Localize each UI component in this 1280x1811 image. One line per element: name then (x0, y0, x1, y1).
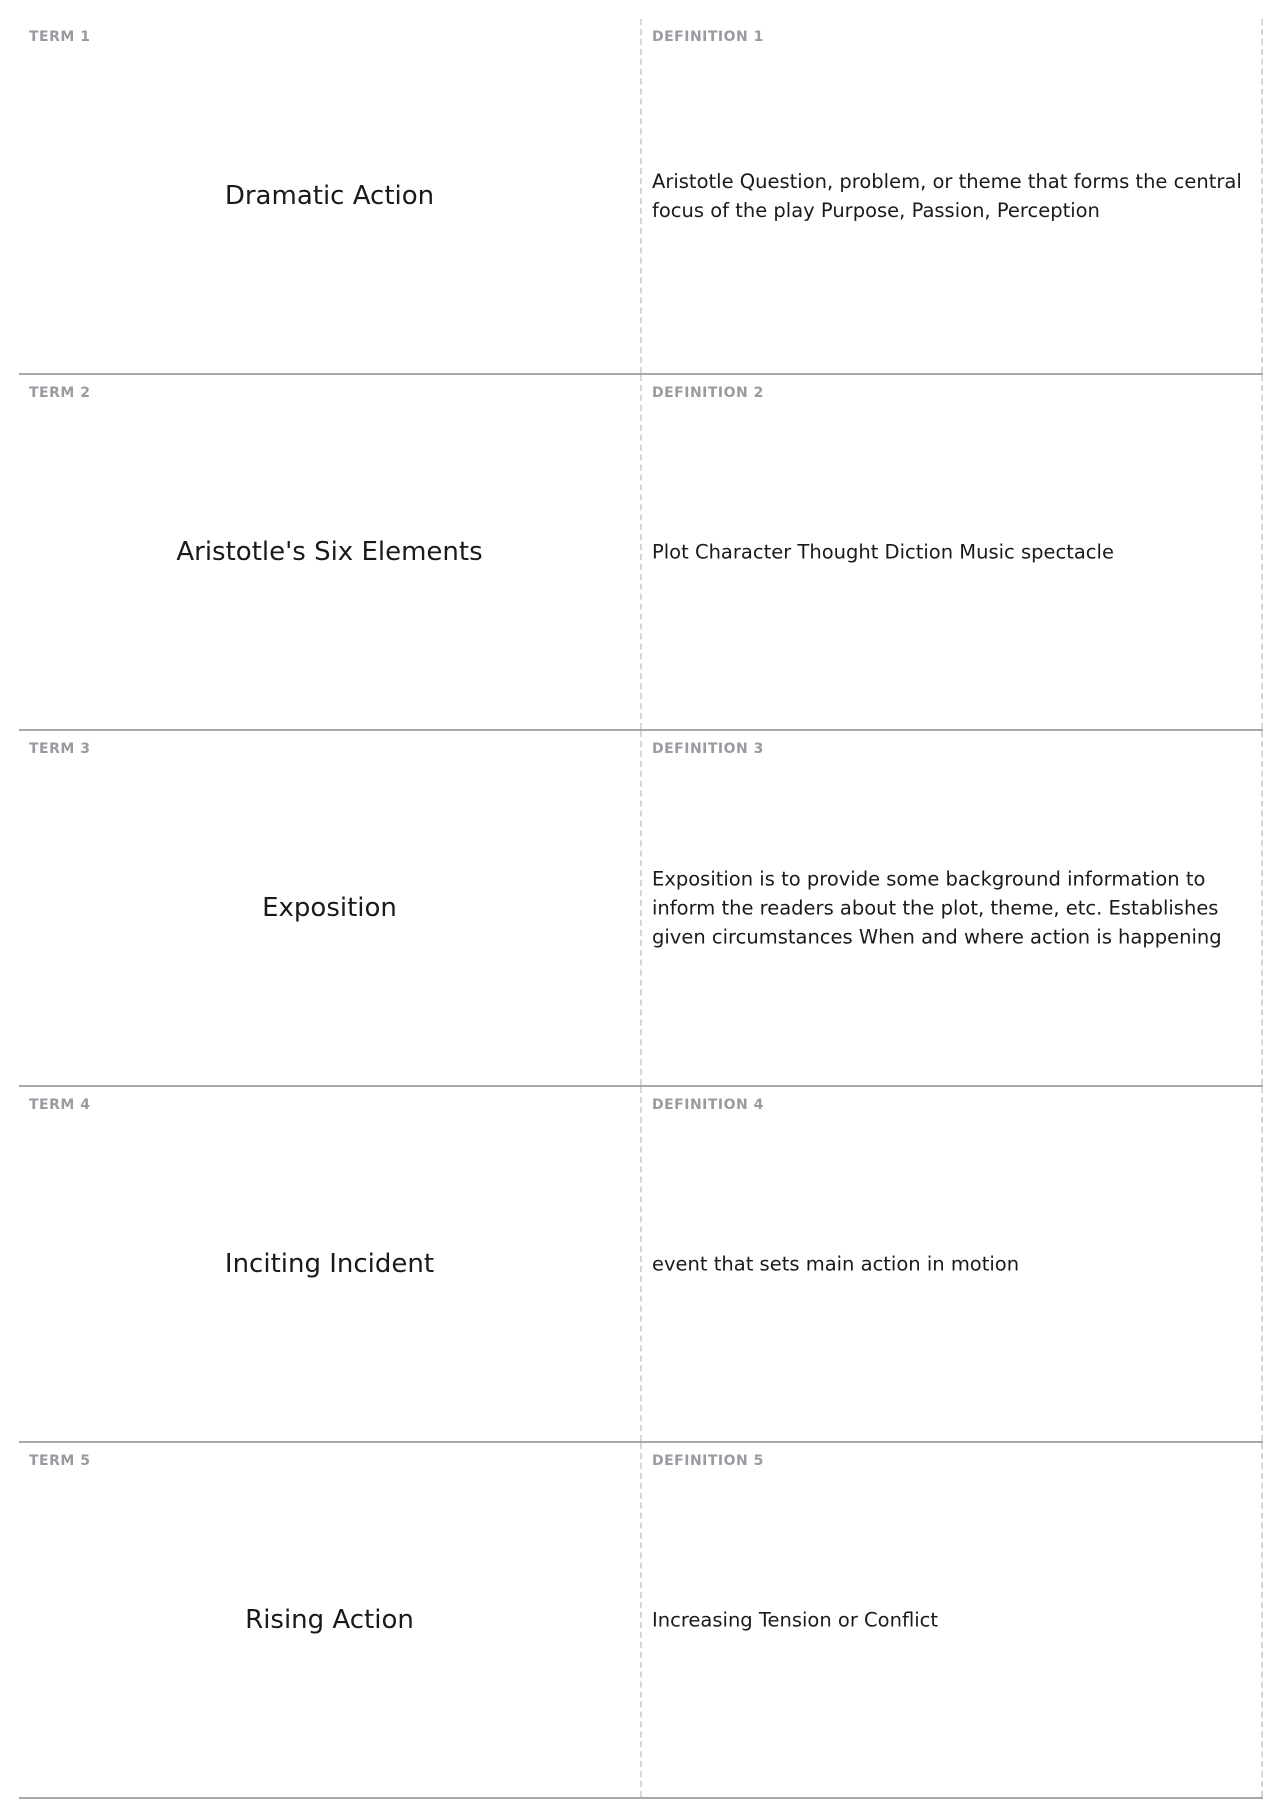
flashcard-row (19, 375, 1263, 731)
flashcard-sheet (19, 19, 1263, 1801)
term-label: TERM 2 (29, 385, 91, 401)
definition-cell (642, 1087, 1263, 1441)
definition-cell (642, 731, 1263, 1085)
flashcard-row (19, 1087, 1263, 1443)
term-cell (19, 731, 642, 1085)
term-cell (19, 1443, 642, 1797)
flashcard-row (19, 19, 1263, 375)
definition-label: DEFINITION 2 (652, 385, 764, 401)
definition-text: Plot Character Thought Diction Music spectacle (652, 540, 1114, 564)
term-text: Rising Action (245, 1605, 414, 1635)
term-cell (19, 1087, 642, 1441)
term-label: TERM 1 (29, 29, 91, 45)
definition-text: event that sets main action in motion (652, 1252, 1020, 1276)
definition-label: DEFINITION 4 (652, 1097, 764, 1113)
term-text: Exposition (262, 893, 397, 923)
term-cell (19, 375, 642, 729)
definition-cell (642, 375, 1263, 729)
flashcard-row (19, 1443, 1263, 1799)
term-label: TERM 3 (29, 741, 91, 757)
definition-label: DEFINITION 5 (652, 1453, 764, 1469)
definition-cell (642, 19, 1263, 373)
definition-label: DEFINITION 3 (652, 741, 764, 757)
term-cell (19, 19, 642, 373)
term-label: TERM 5 (29, 1453, 91, 1469)
term-text: Dramatic Action (224, 181, 435, 211)
term-label: TERM 4 (29, 1097, 91, 1113)
definition-text: Increasing Tension or Conflict (652, 1608, 939, 1632)
term-text: Aristotle's Six Elements (176, 537, 483, 567)
definition-text: Exposition is to provide some background information to inform the readers about the plot, theme, etc. Establishes given circumstances When and where action is happening (652, 867, 1222, 949)
flashcard-row (19, 731, 1263, 1087)
definition-text: Aristotle Question, problem, or theme that forms the central focus of the play Purpose, Passion, Perception (652, 170, 1242, 222)
definition-cell (642, 1443, 1263, 1797)
definition-label: DEFINITION 1 (652, 29, 764, 45)
term-text: Inciting Incident (224, 1249, 435, 1279)
